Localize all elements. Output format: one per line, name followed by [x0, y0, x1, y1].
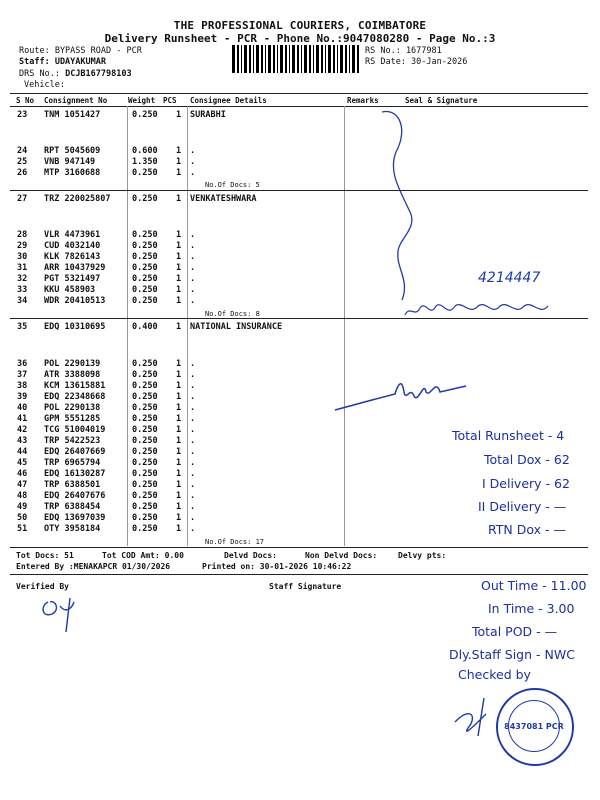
- row-consignee: .: [190, 296, 196, 306]
- runsheet-title: Delivery Runsheet - PCR - Phone No.:9047080280 - Page No.:3: [104, 32, 496, 45]
- row-consignee: .: [190, 381, 196, 391]
- row-sno: 50: [17, 513, 28, 523]
- printed-on: Printed on: 30-01-2026 10:46:22: [202, 562, 352, 571]
- row-pcs: 1: [176, 230, 182, 240]
- row-sno: 41: [17, 414, 28, 424]
- row-consignee: .: [190, 157, 196, 167]
- row-sno: 37: [17, 370, 28, 380]
- row-pcs: 1: [176, 157, 182, 167]
- row-sno: 28: [17, 230, 28, 240]
- row-consignment: EDQ 13697039: [44, 513, 106, 523]
- row-consignment: TCG 51004019: [44, 425, 106, 435]
- rs-date: RS Date: 30-Jan-2026: [365, 57, 468, 67]
- row-pcs: 1: [176, 392, 182, 402]
- row-pcs: 1: [176, 252, 182, 262]
- i-delivery: I Delivery - 62: [482, 476, 570, 491]
- row-consignee: .: [190, 241, 196, 251]
- dly-staff-sign: Dly.Staff Sign - NWC: [449, 647, 575, 662]
- row-sno: 46: [17, 469, 28, 479]
- row-consignee: .: [190, 436, 196, 446]
- row-pcs: 1: [176, 524, 182, 534]
- row-pcs: 1: [176, 194, 182, 204]
- ii-delivery: II Delivery - —: [478, 499, 567, 514]
- row-pcs: 1: [176, 322, 182, 332]
- row-sno: 44: [17, 447, 28, 457]
- staff-signature-label: Staff Signature: [269, 582, 342, 591]
- row-weight: 0.250: [132, 194, 158, 204]
- tot-docs: Tot Docs: 51: [16, 551, 74, 560]
- row-weight: 0.250: [132, 168, 158, 178]
- row-sno: 30: [17, 252, 28, 262]
- row-consignee: NATIONAL INSURANCE: [190, 322, 283, 332]
- row-weight: 0.250: [132, 414, 158, 424]
- row-consignment: TRP 6388454: [44, 502, 101, 512]
- row-consignment: ATR 3388098: [44, 370, 101, 380]
- staff-label: Staff: UDAYAKUMAR: [19, 57, 106, 67]
- row-consignment: VLR 4473961: [44, 230, 101, 240]
- row-weight: 0.250: [132, 403, 158, 413]
- row-pcs: 1: [176, 296, 182, 306]
- udk-signature: [335, 384, 466, 410]
- bottom-signature: [455, 698, 486, 736]
- row-pcs: 1: [176, 168, 182, 178]
- row-pcs: 1: [176, 241, 182, 251]
- row-consignee: .: [190, 263, 196, 273]
- group-doc-count: No.Of Docs: 8: [205, 310, 260, 318]
- col-pcs: PCS: [163, 96, 177, 105]
- row-pcs: 1: [176, 146, 182, 156]
- row-consignee: .: [190, 168, 196, 178]
- col-sno: S No: [16, 96, 35, 105]
- row-pcs: 1: [176, 403, 182, 413]
- verified-signature: [43, 598, 74, 632]
- row-pcs: 1: [176, 110, 182, 120]
- row-consignment: EDQ 22348668: [44, 392, 106, 402]
- row-weight: 0.250: [132, 524, 158, 534]
- row-pcs: 1: [176, 414, 182, 424]
- row-sno: 25: [17, 157, 28, 167]
- row-sno: 33: [17, 285, 28, 295]
- row-weight: 0.250: [132, 359, 158, 369]
- row-weight: 0.250: [132, 447, 158, 457]
- col-remarks: Remarks: [347, 96, 379, 105]
- row-weight: 0.250: [132, 425, 158, 435]
- verified-by-label: Verified By: [16, 582, 69, 591]
- row-consignee: .: [190, 524, 196, 534]
- row-weight: 0.250: [132, 241, 158, 251]
- handwritten-number: 4214447: [478, 270, 541, 286]
- row-consignee: .: [190, 491, 196, 501]
- row-sno: 42: [17, 425, 28, 435]
- row-consignment: RPT 5045609: [44, 146, 101, 156]
- col-weight: Weight: [128, 96, 156, 105]
- row-consignee: .: [190, 458, 196, 468]
- rs-number: RS No.: 1677981: [365, 46, 442, 56]
- row-weight: 0.250: [132, 392, 158, 402]
- delvd-docs: Delvd Docs:: [224, 551, 277, 560]
- row-consignment: TRP 6965794: [44, 458, 101, 468]
- row-pcs: 1: [176, 502, 182, 512]
- row-consignment: KCM 13615881: [44, 381, 106, 391]
- row-weight: 0.600: [132, 146, 158, 156]
- row-consignment: EDQ 26407669: [44, 447, 106, 457]
- row-weight: 0.250: [132, 491, 158, 501]
- row-consignment: VNB 947149: [44, 157, 96, 167]
- rtn-dox: RTN Dox - —: [488, 522, 566, 537]
- row-sno: 29: [17, 241, 28, 251]
- row-consignee: .: [190, 447, 196, 457]
- row-sno: 45: [17, 458, 28, 468]
- row-sno: 40: [17, 403, 28, 413]
- drs-label: DRS No.:: [19, 69, 60, 79]
- row-sno: 26: [17, 168, 28, 178]
- row-pcs: 1: [176, 436, 182, 446]
- row-weight: 0.250: [132, 513, 158, 523]
- tamil-signature: [405, 305, 548, 315]
- row-consignee: SURABHI: [190, 110, 226, 120]
- total-pod: Total POD - —: [472, 624, 558, 639]
- row-pcs: 1: [176, 513, 182, 523]
- row-consignment: TRP 5422523: [44, 436, 101, 446]
- row-weight: 0.250: [132, 502, 158, 512]
- row-sno: 43: [17, 436, 28, 446]
- row-pcs: 1: [176, 359, 182, 369]
- in-time: In Time - 3.00: [488, 601, 575, 616]
- row-consignee: .: [190, 480, 196, 490]
- row-sno: 38: [17, 381, 28, 391]
- row-sno: 35: [17, 322, 28, 332]
- row-weight: 0.250: [132, 370, 158, 380]
- checked-by: Checked by: [458, 667, 531, 682]
- row-weight: 0.250: [132, 480, 158, 490]
- row-consignment: CUD 4032140: [44, 241, 101, 251]
- row-pcs: 1: [176, 370, 182, 380]
- row-consignment: TRZ 220025807: [44, 194, 111, 204]
- row-consignee: .: [190, 252, 196, 262]
- row-pcs: 1: [176, 458, 182, 468]
- row-sno: 23: [17, 110, 28, 120]
- total-runsheet: Total Runsheet - 4: [452, 428, 565, 443]
- row-consignment: PGT 5321497: [44, 274, 101, 284]
- row-consignee: .: [190, 392, 196, 402]
- row-sno: 32: [17, 274, 28, 284]
- row-sno: 48: [17, 491, 28, 501]
- stamp-text: 8437081 PCR: [508, 700, 560, 752]
- row-consignment: MTP 3160688: [44, 168, 101, 178]
- row-weight: 0.250: [132, 274, 158, 284]
- row-consignee: .: [190, 513, 196, 523]
- row-consignee: .: [190, 370, 196, 380]
- row-consignee: .: [190, 414, 196, 424]
- row-weight: 0.250: [132, 230, 158, 240]
- col-seal: Seal & Signature: [405, 96, 478, 105]
- row-consignee: VENKATESHWARA: [190, 194, 257, 204]
- row-consignee: .: [190, 502, 196, 512]
- row-sno: 39: [17, 392, 28, 402]
- row-sno: 24: [17, 146, 28, 156]
- row-weight: 1.350: [132, 157, 158, 167]
- row-sno: 34: [17, 296, 28, 306]
- row-consignment: GPM 5551285: [44, 414, 101, 424]
- col-consignment: Consignment No: [44, 96, 108, 105]
- row-weight: 0.250: [132, 381, 158, 391]
- row-weight: 0.250: [132, 110, 158, 120]
- group-doc-count: No.Of Docs: 17: [205, 538, 265, 546]
- non-delvd-docs: Non Delvd Docs:: [305, 551, 378, 560]
- group-doc-count: No.Of Docs: 5: [205, 181, 260, 189]
- row-weight: 0.250: [132, 263, 158, 273]
- row-consignee: .: [190, 146, 196, 156]
- row-consignee: .: [190, 230, 196, 240]
- row-consignment: TNM 1051427: [44, 110, 101, 120]
- row-consignment: TRP 6388501: [44, 480, 101, 490]
- row-sno: 47: [17, 480, 28, 490]
- delvy-pts: Delvy pts:: [398, 551, 447, 560]
- row-sno: 51: [17, 524, 28, 534]
- row-pcs: 1: [176, 274, 182, 284]
- row-consignment: WDR 20410513: [44, 296, 106, 306]
- row-weight: 0.250: [132, 469, 158, 479]
- row-sno: 49: [17, 502, 28, 512]
- row-pcs: 1: [176, 447, 182, 457]
- row-consignment: POL 2290138: [44, 403, 101, 413]
- row-consignment: KLK 7826143: [44, 252, 101, 262]
- row-consignee: .: [190, 274, 196, 284]
- row-weight: 0.250: [132, 458, 158, 468]
- tot-cod: Tot COD Amt: 0.00: [102, 551, 184, 560]
- row-pcs: 1: [176, 425, 182, 435]
- row-weight: 0.250: [132, 436, 158, 446]
- col-consignee: Consignee Details: [190, 96, 267, 105]
- row-sno: 31: [17, 263, 28, 273]
- row-pcs: 1: [176, 381, 182, 391]
- row-consignment: EDQ 10310695: [44, 322, 106, 332]
- row-weight: 0.250: [132, 285, 158, 295]
- row-sno: 27: [17, 194, 28, 204]
- row-pcs: 1: [176, 469, 182, 479]
- row-weight: 0.250: [132, 252, 158, 262]
- total-dox: Total Dox - 62: [484, 452, 570, 467]
- row-consignment: EDQ 26407676: [44, 491, 106, 501]
- row-consignee: .: [190, 403, 196, 413]
- row-consignee: .: [190, 425, 196, 435]
- row-pcs: 1: [176, 285, 182, 295]
- row-consignment: KKU 458903: [44, 285, 96, 295]
- row-consignee: .: [190, 469, 196, 479]
- bracket-stroke: [382, 112, 412, 300]
- drs-value: DCJB167798103: [65, 69, 132, 79]
- row-sno: 36: [17, 359, 28, 369]
- row-pcs: 1: [176, 480, 182, 490]
- row-consignment: POL 2290139: [44, 359, 101, 369]
- vehicle-label: Vehicle:: [24, 80, 65, 90]
- row-consignee: .: [190, 359, 196, 369]
- route-label: Route: BYPASS ROAD - PCR: [19, 46, 142, 56]
- row-weight: 0.400: [132, 322, 158, 332]
- row-consignment: EDQ 16130287: [44, 469, 106, 479]
- out-time: Out Time - 11.00: [481, 578, 587, 593]
- pcr-stamp: [496, 688, 574, 766]
- row-pcs: 1: [176, 263, 182, 273]
- row-consignment: ARR 10437929: [44, 263, 106, 273]
- entered-by: Entered By :MENAKAPCR 01/30/2026: [16, 562, 171, 571]
- row-consignee: .: [190, 285, 196, 295]
- row-consignment: OTY 3958184: [44, 524, 101, 534]
- row-weight: 0.250: [132, 296, 158, 306]
- row-pcs: 1: [176, 491, 182, 501]
- company-name: THE PROFESSIONAL COURIERS, COIMBATORE: [173, 19, 427, 32]
